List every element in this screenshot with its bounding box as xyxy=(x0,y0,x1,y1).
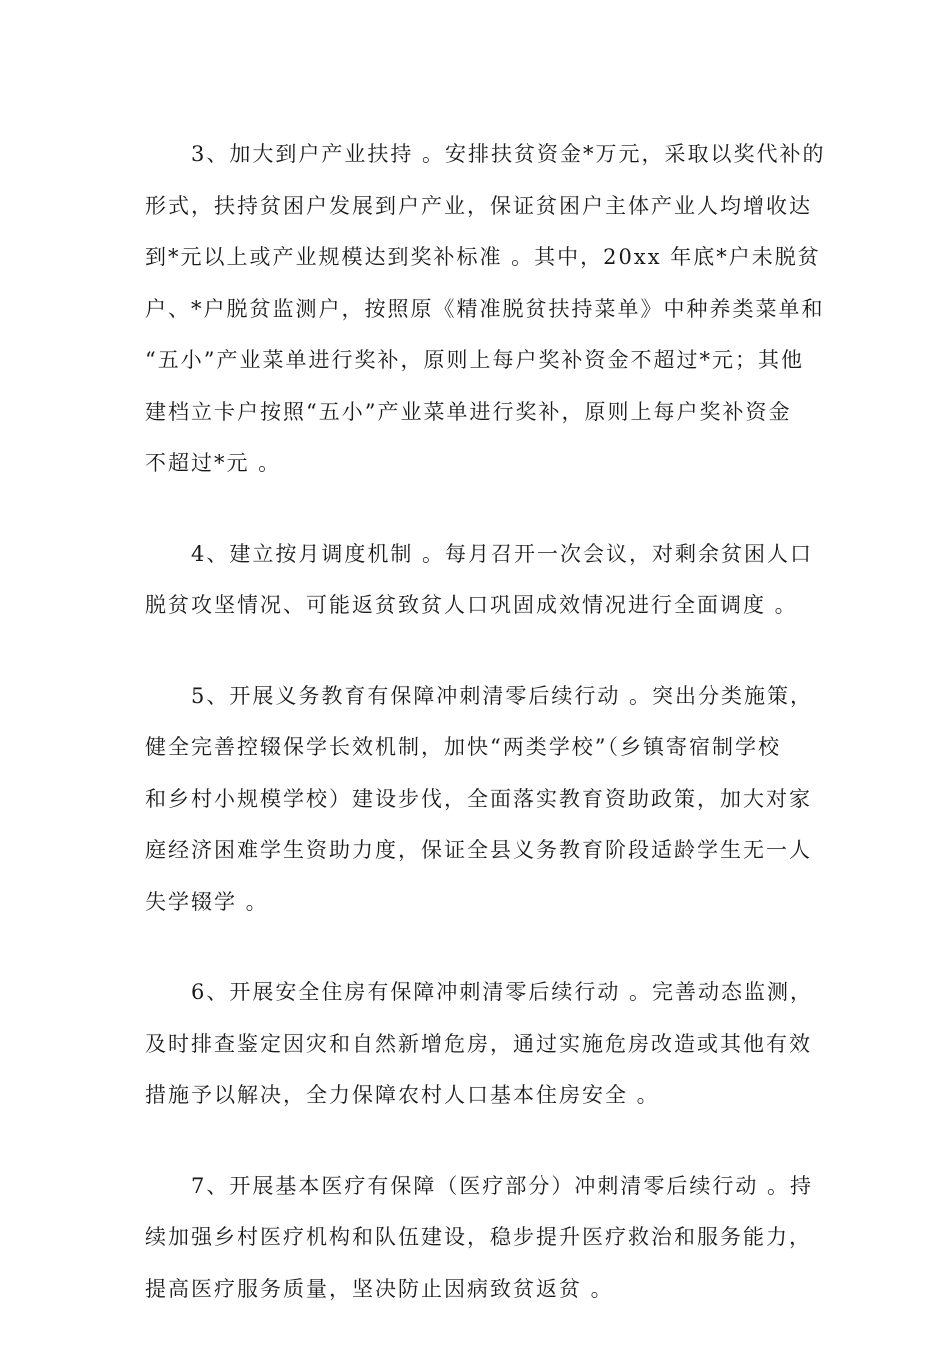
paragraph-housing-safety xyxy=(145,967,814,1122)
text-line: 形式，扶持贫困户发展到户产业，保证贫困户主体产业人均增收达 xyxy=(145,193,812,218)
text-line: 及时排查鉴定因灾和自然新增危房，通过实施危房改造或其他有效 xyxy=(145,1031,812,1056)
paragraph-basic-medical xyxy=(145,1161,814,1316)
text-line: 措施予以解决，全力保障农村人口基本住房安全 。 xyxy=(145,1083,660,1107)
text-line: 和乡村小规模学校）建设步伐，全面落实教育资助政策，加大对家 xyxy=(145,786,812,811)
document-body xyxy=(145,129,826,1354)
text-line: 6、开展安全住房有保障冲刺清零后续行动 。完善动态监测， xyxy=(191,980,814,1004)
text-line: 失学辍学 。 xyxy=(145,889,269,914)
text-line: “五小”产业菜单进行奖补，原则上每户奖补资金不超过*元；其他 xyxy=(145,348,804,372)
text-line: 户、*户脱贫监测户，按照原《精准脱贫扶持菜单》中种养类菜单和 xyxy=(145,296,825,321)
text-line: 到*元以上或产业规模达到奖补标准 。其中，20xx 年底*户未脱贫 xyxy=(145,245,821,269)
text-line: 健全完善控辍保学长效机制，加快“两类学校”（乡镇寄宿制学校 xyxy=(145,735,781,759)
text-line: 脱贫攻坚情况、可能返贫致贫人口巩固成效情况进行全面调度 。 xyxy=(145,593,798,617)
text-line: 3、加大到户产业扶持 。安排扶贫资金*万元，采取以奖代补的 xyxy=(191,142,826,166)
text-line: 5、开展义务教育有保障冲刺清零后续行动 。突出分类施策， xyxy=(191,683,814,708)
text-line: 庭经济困难学生资助力度，保证全县义务教育阶段适龄学生无一人 xyxy=(145,838,812,862)
text-line: 7、开展基本医疗有保障（医疗部分）冲刺清零后续行动 。持 xyxy=(191,1173,814,1198)
paragraph-monthly-dispatch xyxy=(145,529,814,632)
text-line: 4、建立按月调度机制 。每月召开一次会议，对剩余贫困人口 xyxy=(191,541,814,566)
text-line: 不超过*元 。 xyxy=(145,451,282,475)
paragraph-industry-support xyxy=(145,129,826,490)
text-line: 提高医疗服务质量，坚决防止因病致贫返贫 。 xyxy=(145,1276,614,1301)
text-line: 建档立卡户按照“五小”产业菜单进行奖补，原则上每户奖补资金 xyxy=(145,399,792,424)
paragraph-compulsory-education xyxy=(145,671,814,929)
text-line: 续加强乡村医疗机构和队伍建设，稳步提升医疗救治和服务能力， xyxy=(145,1225,812,1249)
